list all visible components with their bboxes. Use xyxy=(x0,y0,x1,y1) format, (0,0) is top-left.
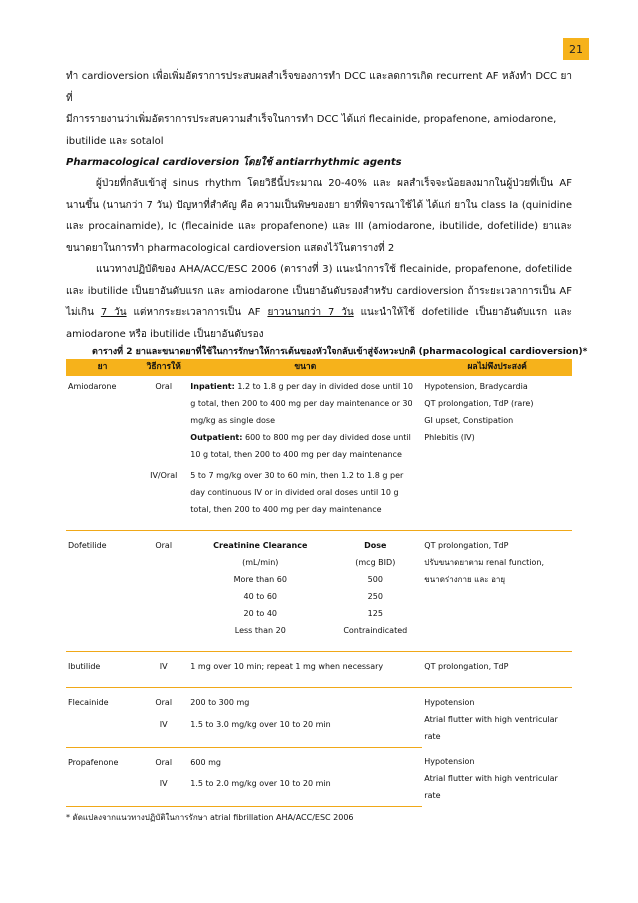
intro-line-1: ทำ cardioversion เพื่อเพิ่มอัตราการประสบผลสำเร็จของการทำ DCC และลดการเกิด recurrent AF หลังทำ DCC ยาที่ xyxy=(66,71,572,104)
drug-dosage-table xyxy=(66,359,572,807)
dose-amiodarone-iv: 5 to 7 mg/kg over 30 to 60 min, then 1.2 to 1.8 g per day continuous IV or in divided oral doses until 10 g total, then 200 to 400 mg per day maintenance xyxy=(188,465,422,531)
header-drug: ยา xyxy=(66,359,139,376)
dose-propafenone-oral: 600 mg xyxy=(190,757,221,767)
drug-name-propafenone: Propafenone xyxy=(68,757,119,767)
table-footnote: * ดัดแปลงจากแนวทางปฏิบัติในการรักษา atrial fibrillation AHA/ACC/ESC 2006 xyxy=(66,813,354,822)
route-dofetilide: Oral xyxy=(139,531,188,652)
body-paragraph-2-part-a: แนวทางปฏิบัติของ AHA/ACC/ESC 2006 (ตารางที่ 3) แนะนำการใช้ flecainide, propafenone, dofetilide และ ibutilide เป็นยาอันดับแรก และ amiodarone เป็นยาอันดับรองสำหรับ cardioversion ถ้าระยะเวลาการเป็น AF ไม่เกิน xyxy=(66,264,572,318)
body-paragraph-2-part-c: แนะนำให้ใช้ dofetilide เป็นยาอันดับแรก และ amiodarone หรือ ibutilide เป็นยาอันดับรอง xyxy=(66,307,572,340)
header-adverse: ผลไม่พึงประสงค์ xyxy=(422,359,572,376)
drug-name-dofetilide: Dofetilide xyxy=(66,531,139,652)
body-paragraph-2 xyxy=(66,259,572,345)
dose-dofetilide xyxy=(188,531,422,652)
adverse-amiodarone: Hypotension, Bradycardia QT prolongation, TdP (rare) GI upset, Constipation Phlebitis (IV) xyxy=(424,382,534,442)
underlined-duration-1: 7 วัน xyxy=(100,307,127,318)
body-paragraphs xyxy=(66,173,572,345)
dose-propafenone-iv: 1.5 to 2.0 mg/kg over 10 to 20 min xyxy=(188,773,422,806)
body-paragraph-1: ผู้ป่วยที่กลับเข้าสู่ sinus rhythm โดยวิธีนี้ประมาณ 20-40% และ ผลสำเร็จจะน้อยลงมากในผู้ป่วยที่เป็น AF นานขึ้น (นานกว่า 7 วัน) ปัญหาที่สำคัญ คือ ความเป็นพิษของยา ยาที่พิจารณาใช้ได้ ได้แก่ ยาใน class Ia (quinidine และ procainamide), Ic (flecainide และ propafenone) และ III (amiodarone, ibutilide, dofetilide) ยาและขนาดยาในการทำ pharmacological cardioversion แสดงไว้ในตารางที่ 2 xyxy=(66,178,572,254)
dose-flecainide-iv: 1.5 to 3.0 mg/kg over 10 to 20 min xyxy=(188,714,422,747)
dose-amiodarone-oral xyxy=(188,376,422,465)
table-row xyxy=(66,376,572,465)
adverse-ibutilide: QT prolongation, TdP xyxy=(422,652,572,688)
intro-line-3: ibutilide และ sotalol xyxy=(66,135,164,147)
table-row xyxy=(66,747,572,773)
dose-ibutilide: 1 mg over 10 min; repeat 1 mg when necessary xyxy=(188,652,422,688)
page-number-badge: 21 xyxy=(563,38,589,60)
inpatient-dose: Inpatient: 1.2 to 1.8 g per day in divided dose until 10 g total, then 200 to 400 mg per day maintenance or 30 mg/kg as single dose xyxy=(190,382,413,425)
route-propafenone-oral: Oral xyxy=(155,757,173,767)
header-route: วิธีการให้ xyxy=(139,359,188,376)
table-header-row xyxy=(66,359,572,376)
section-heading: Pharmacological cardioversion โดยใช้ antiarrhythmic agents xyxy=(66,157,402,168)
table-row xyxy=(66,688,572,715)
table-row xyxy=(66,652,572,688)
drug-name-amiodarone: Amiodarone xyxy=(68,382,117,391)
drug-name-ibutilide: Ibutilide xyxy=(66,652,139,688)
table-row xyxy=(66,465,572,531)
body-paragraph-2-part-b: แต่หากระยะเวลาการเป็น AF xyxy=(126,307,268,318)
underlined-duration-2: ยาวนานกว่า 7 วัน xyxy=(267,307,354,318)
route-propafenone-iv: IV xyxy=(139,773,188,806)
drug-name-flecainide: Flecainide xyxy=(68,698,109,707)
table-caption: ตารางที่ 2 ยาและขนาดยาที่ใช้ในการรักษาให้การเต้นของหัวใจกลับเข้าสู่จังหวะปกติ (pharmacological cardioversion)* xyxy=(92,347,588,357)
route-flecainide-iv: IV xyxy=(139,714,188,747)
route-flecainide-oral: Oral xyxy=(155,698,173,707)
adverse-propafenone: Hypotension Atrial flutter with high ventricular rate xyxy=(424,757,558,800)
table-row xyxy=(66,531,572,652)
dofetilide-subtable: Creatinine Clearance Dose (mL/min) (mcg BID) More than 60 500 40 to 60 250 20 to 40 125 Less than 20 Contraindicated xyxy=(213,541,408,635)
intro-line-2: มีการรายงานว่าเพิ่มอัตราการประสบความสำเร็จในการทำ DCC ได้แก่ flecainide, propafenone, amiodarone, xyxy=(66,114,557,125)
route-amiodarone-oral: Oral xyxy=(155,382,173,391)
header-dose: ขนาด xyxy=(188,359,422,376)
outpatient-dose: Outpatient: 600 to 800 mg per day divided dose until 10 g total, then 200 to 400 mg per day maintenance xyxy=(190,433,411,459)
adverse-flecainide: Hypotension Atrial flutter with high ventricular rate xyxy=(424,698,558,741)
route-ibutilide: IV xyxy=(139,652,188,688)
route-amiodarone-iv: IV/Oral xyxy=(139,465,188,531)
dose-flecainide-oral: 200 to 300 mg xyxy=(190,698,250,707)
adverse-dofetilide: QT prolongation, TdP ปรับขนาดยาตาม renal function, ขนาดร่างกาย และ อายุ xyxy=(422,531,572,652)
intro-paragraph xyxy=(66,66,572,152)
